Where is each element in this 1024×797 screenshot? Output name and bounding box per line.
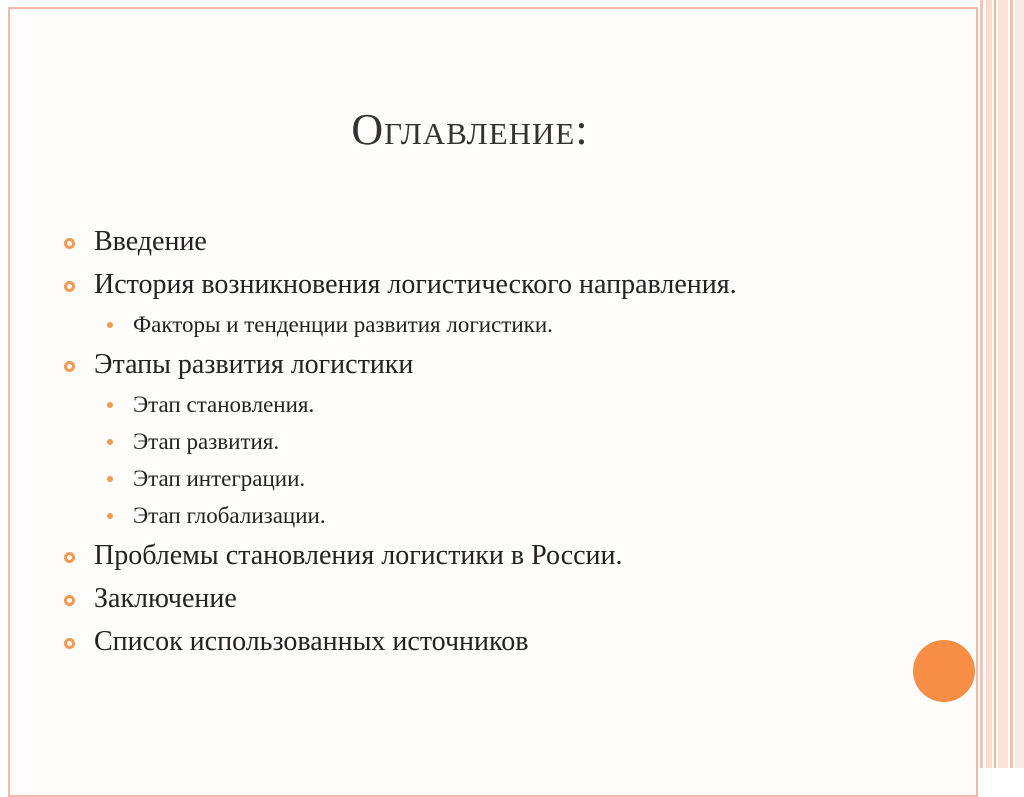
- toc-subitem: [63, 311, 883, 339]
- ring-bullet-icon: [64, 552, 75, 563]
- table-of-contents: [63, 225, 883, 668]
- toc-item: [63, 539, 883, 573]
- toc-item-label: Проблемы становления логистики в России.: [94, 540, 623, 571]
- toc-item-label: Список использованных источников: [94, 626, 529, 657]
- toc-subitem: [63, 391, 883, 419]
- ring-bullet-icon: [64, 281, 75, 292]
- ring-bullet-icon: [64, 638, 75, 649]
- toc-subitem: [63, 502, 883, 530]
- dot-bullet-icon: [107, 439, 113, 445]
- slide-title: Оглавление:: [351, 105, 589, 154]
- decorative-stripe: [980, 0, 983, 768]
- toc-item: [63, 225, 883, 259]
- decorative-stripe: [986, 0, 992, 768]
- orange-circle-decoration: [913, 640, 975, 702]
- toc-item-label: Заключение: [94, 583, 237, 614]
- toc-item: [63, 268, 883, 302]
- toc-subitem: [63, 428, 883, 456]
- toc-item: [63, 625, 883, 659]
- ring-bullet-icon: [64, 361, 75, 372]
- dot-bullet-icon: [107, 322, 113, 328]
- toc-subitem-label: Факторы и тенденции развития логистики.: [133, 312, 553, 337]
- toc-item-label: Этапы развития логистики: [94, 349, 414, 380]
- dot-bullet-icon: [107, 513, 113, 519]
- ring-bullet-icon: [64, 595, 75, 606]
- decorative-stripe: [1015, 0, 1024, 768]
- toc-subitem-label: Этап развития.: [133, 429, 280, 454]
- toc-subitem: [63, 465, 883, 493]
- toc-item: [63, 582, 883, 616]
- decorative-stripe: [994, 0, 996, 768]
- ring-bullet-icon: [64, 238, 75, 249]
- toc-item: [63, 348, 883, 382]
- toc-item-label: Введение: [94, 226, 207, 257]
- toc-subitem-label: Этап интеграции.: [133, 466, 306, 491]
- toc-item-label: История возникновения логистического направления.: [94, 269, 737, 300]
- dot-bullet-icon: [107, 476, 113, 482]
- decorative-stripe: [998, 0, 1008, 768]
- toc-subitem-label: Этап становления.: [133, 392, 315, 417]
- toc-subitem-label: Этап глобализации.: [133, 503, 326, 528]
- dot-bullet-icon: [107, 402, 113, 408]
- decorative-stripe: [1010, 0, 1013, 768]
